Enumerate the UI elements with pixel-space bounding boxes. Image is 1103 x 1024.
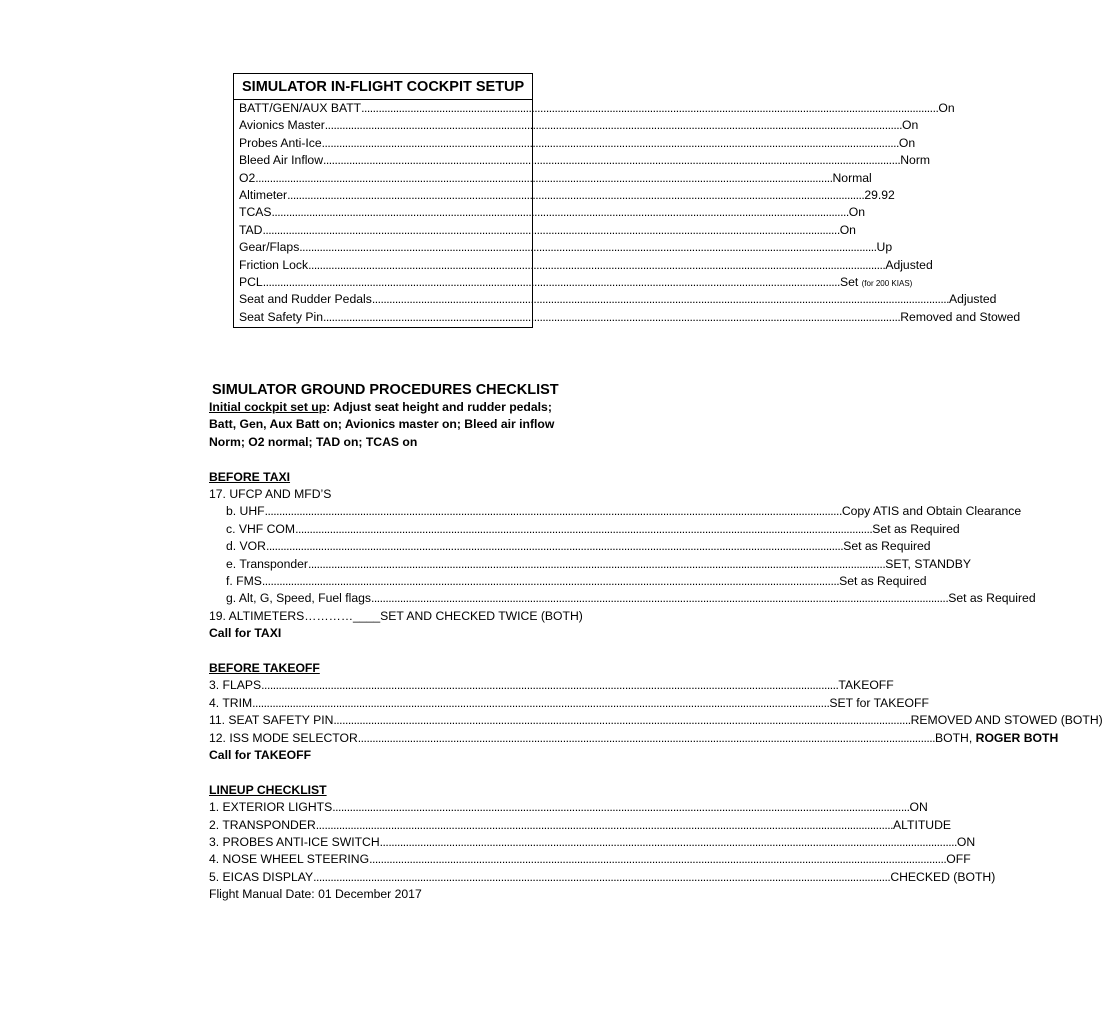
leader-dots: ........................................................................................................................................................................................................	[371, 292, 950, 307]
setup-row	[239, 309, 1021, 326]
checklist-row	[226, 556, 971, 573]
setup-value: Adjusted	[885, 257, 933, 272]
before-taxi-heading: BEFORE TAXI	[209, 469, 291, 484]
checklist-label: 3. PROBES ANTI-ICE SWITCH	[209, 834, 380, 849]
leader-dots: ........................................................................................................................................................................................................	[262, 274, 840, 289]
checklist-label: 1. EXTERIOR LIGHTS	[209, 800, 333, 815]
checklist-value: SET, STANDBY	[885, 556, 971, 571]
leader-dots: ........................................................................................................................................................................................................	[307, 556, 886, 571]
checklist-value: Set as Required	[843, 539, 931, 554]
altimeters-row	[209, 608, 583, 625]
setup-row	[239, 135, 916, 152]
checklist-value: ON	[956, 834, 976, 849]
setup-label: Gear/Flaps	[239, 240, 300, 255]
checklist-value: Set as Required	[948, 591, 1036, 606]
call-for-taxi: Call for TAXI	[209, 626, 282, 641]
iss-value-bold: ROGER BOTH	[975, 730, 1059, 745]
leader-dots: ........................................................................................................................................................................................................	[370, 591, 949, 606]
cockpit-setup-box	[233, 73, 1021, 328]
checklist-row	[209, 712, 1103, 729]
leader-dots: ........................................................................................................................................................................................................	[323, 153, 901, 168]
checklist-label: 4. NOSE WHEEL STEERING	[209, 852, 370, 867]
setup-value: Removed and Stowed	[900, 309, 1021, 324]
leader-dots: ........................................................................................................................................................................................................	[264, 504, 842, 519]
setup-label: Seat Safety Pin	[239, 309, 324, 324]
checklist-value: ON	[909, 800, 928, 815]
checklist-value: Set as Required	[872, 521, 960, 536]
checklist-value: Set as Required	[839, 573, 927, 588]
checklist-row	[226, 590, 1036, 607]
checklist-label: e. Transponder	[226, 556, 308, 571]
cockpit-setup-list	[234, 100, 1021, 326]
checklist-label: 3. FLAPS	[209, 678, 262, 693]
setup-label: Bleed Air Inflow	[239, 153, 324, 168]
flight-manual-date: Flight Manual Date: 01 December 2017	[209, 887, 422, 902]
checklist-row	[209, 869, 996, 886]
setup-label: Seat and Rudder Pedals	[239, 292, 372, 307]
spacer	[209, 643, 561, 660]
setup-label: TAD	[239, 222, 263, 237]
setup-value: Up	[876, 240, 893, 255]
setup-label: BATT/GEN/AUX BATT	[239, 101, 362, 115]
checklist-value: CHECKED (BOTH)	[890, 869, 996, 884]
checklist-value	[935, 730, 1058, 747]
leader-dots: ........................................................................................................................................................................................................	[315, 817, 893, 832]
before-takeoff-heading: BEFORE TAKEOFF	[209, 660, 320, 675]
checklist-row	[226, 503, 1022, 520]
leader-dots: ........................................................................................................................................................................................................	[357, 730, 935, 745]
before-taxi-sublist	[209, 503, 1036, 607]
setup-value: Normal	[832, 170, 872, 185]
setup-row	[239, 222, 856, 239]
checklist-row	[209, 730, 1059, 747]
checklist-row	[209, 695, 929, 712]
leader-dots: ........................................................................................................................................................................................................	[323, 309, 901, 324]
leader-dots: ........................................................................................................................................................................................................	[265, 539, 844, 554]
checklist-label: 5. EICAS DISPLAY	[209, 869, 314, 884]
setup-row	[239, 204, 865, 221]
leader-dots: ........................................................................................................................................................................................................	[261, 573, 840, 588]
ufcp-item: 17. UFCP AND MFD’S	[209, 487, 332, 502]
setup-label: Friction Lock	[239, 257, 309, 272]
checklist-value: ALTITUDE	[893, 817, 952, 832]
setup-row	[239, 100, 955, 117]
setup-label: Probes Anti-Ice	[239, 135, 322, 150]
leader-dots: ........................................................................................................................................................................................................	[333, 713, 911, 728]
setup-value-text: Set	[839, 274, 862, 289]
cockpit-setup-title: SIMULATOR IN-FLIGHT COCKPIT SETUP	[234, 74, 532, 100]
checklist-label: 12. ISS MODE SELECTOR	[209, 730, 358, 745]
altimeters-dots: …………	[304, 608, 354, 623]
setup-row	[239, 170, 872, 187]
setup-value: On	[848, 205, 865, 220]
leader-dots: ........................................................................................................................................................................................................	[262, 222, 840, 237]
checklist-row	[209, 677, 894, 694]
checklist-label: b. UHF	[226, 504, 265, 519]
setup-value: Norm	[900, 153, 931, 168]
ground-procedures	[209, 381, 1103, 904]
leader-dots: ........................................................................................................................................................................................................	[308, 257, 886, 272]
setup-row	[239, 187, 895, 204]
checklist-row	[209, 851, 971, 868]
setup-row	[239, 274, 913, 291]
leader-dots: ........................................................................................................................................................................................................	[287, 187, 865, 202]
leader-dots: ........................................................................................................................................................................................................	[332, 800, 910, 815]
setup-value: Adjusted	[949, 292, 997, 307]
checklist-value: Copy ATIS and Obtain Clearance	[841, 504, 1022, 519]
setup-value: On	[902, 118, 919, 133]
leader-dots: ........................................................................................................................................................................................................	[252, 695, 830, 710]
checklist-row	[209, 817, 952, 834]
spacer	[209, 451, 561, 468]
setup-value: On	[839, 222, 856, 237]
leader-dots: ........................................................................................................................................................................................................	[255, 170, 833, 185]
checklist-label: g. Alt, G, Speed, Fuel flags	[226, 591, 371, 606]
call-for-takeoff: Call for TAKEOFF	[209, 747, 312, 762]
setup-value: On	[938, 101, 955, 115]
leader-dots: ........................................................................................................................................................................................................	[379, 834, 957, 849]
leader-dots: ........................................................................................................................................................................................................	[261, 678, 839, 693]
setup-value: On	[898, 135, 916, 150]
initial-setup-label: Initial cockpit set up	[209, 400, 327, 414]
leader-dots: ........................................................................................................................................................................................................	[299, 240, 877, 255]
lineup-heading: LINEUP CHECKLIST	[209, 782, 327, 797]
checklist-row	[226, 538, 931, 555]
spacer	[209, 764, 561, 781]
checklist-value: OFF	[946, 852, 971, 867]
setup-row	[239, 152, 931, 169]
iss-value: BOTH,	[935, 730, 976, 745]
initial-setup-text: : Adjust seat height and rudder pedals;	[326, 400, 552, 414]
checklist-value: REMOVED AND STOWED (BOTH)	[910, 713, 1103, 728]
setup-row	[239, 117, 919, 134]
leader-dots: ........................................................................................................................................................................................................	[324, 118, 903, 133]
checklist-row	[226, 573, 927, 590]
leader-dots: ........................................................................................................................................................................................................	[271, 205, 849, 220]
leader-dots: ........................................................................................................................................................................................................	[295, 521, 873, 536]
leader-dots: ........................................................................................................................................................................................................	[321, 135, 899, 150]
setup-value	[840, 274, 912, 291]
leader-dots: ........................................................................................................................................................................................................	[313, 869, 891, 884]
checklist-value: TAKEOFF	[838, 678, 894, 693]
setup-label: O2	[239, 170, 256, 185]
initial-setup-line1	[209, 399, 561, 416]
leader-dots: ........................................................................................................................................................................................................	[361, 101, 939, 115]
checklist-value: SET for TAKEOFF	[829, 695, 929, 710]
setup-label: TCAS	[239, 205, 272, 220]
setup-row	[239, 291, 997, 308]
altimeters-value: ____SET AND CHECKED TWICE (BOTH)	[353, 608, 583, 623]
checklist-row	[209, 799, 928, 816]
checklist-label: 4. TRIM	[209, 695, 253, 710]
setup-label: Avionics Master	[239, 118, 325, 133]
setup-note: (for 200 KIAS)	[861, 278, 913, 288]
setup-value: 29.92	[864, 187, 895, 202]
checklist-label: f. FMS	[226, 573, 262, 588]
checklist-label: d. VOR	[226, 539, 266, 554]
setup-row	[239, 239, 893, 256]
checklist-label: 2. TRANSPONDER	[209, 817, 316, 832]
initial-setup-line2: Batt, Gen, Aux Batt on; Avionics master on; Bleed air inflow	[209, 417, 555, 432]
checklist-label: c. VHF COM	[226, 521, 296, 536]
checklist-row	[226, 521, 960, 538]
leader-dots: ........................................................................................................................................................................................................	[369, 852, 947, 867]
setup-label: PCL	[239, 274, 263, 289]
checklist-row	[209, 834, 976, 851]
initial-setup-line3: Norm; O2 normal; TAD on; TCAS on	[209, 434, 418, 449]
setup-row	[239, 257, 933, 274]
checklist-label: 11. SEAT SAFETY PIN	[209, 713, 334, 728]
altimeters-label: 19. ALTIMETERS	[209, 608, 305, 623]
setup-label: Altimeter	[239, 187, 288, 202]
ground-procedures-title: SIMULATOR GROUND PROCEDURES CHECKLIST	[212, 382, 559, 398]
